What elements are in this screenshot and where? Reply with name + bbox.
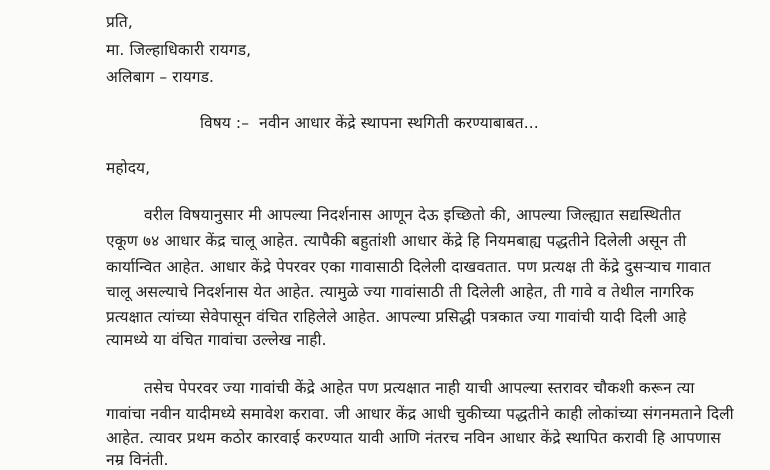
paragraph2-line: तसेच पेपरवर ज्या गावांची केंद्रे आहेत पण प्रत्यक्षात नाही याची आपल्या स्तरावर चौकशी करून त्या <box>144 379 695 397</box>
address-line: अलिबाग – रायगड. <box>106 68 215 86</box>
paragraph1-line: कार्यान्वित आहेत. आधार केंद्रे पेपरवर एका गावासाठी दिलेली दाखवतात. पण प्रत्यक्ष ती केंद्रे दुसऱ्याच गावात <box>106 258 711 276</box>
paragraph2-line: गावांचा नवीन यादीमध्ये समावेश करावा. जी आधार केंद्र आधी चुकीच्या पद्धतीने काही लोकांच्या संगनमताने दिली <box>106 405 734 423</box>
subject-label: विषय :– <box>200 114 250 132</box>
recipient-line: मा. जिल्हाधिकारी रायगड, <box>106 41 252 59</box>
paragraph1-line: एकूण ७४ आधार केंद्र चालू आहेत. त्यापैकी बहुतांशी आधार केंद्रे हि नियमबाह्य पद्धतीने दिलेली असून ती <box>106 232 687 250</box>
to-line: प्रति, <box>106 13 133 31</box>
paragraph2-line: आहेत. त्यावर प्रथम कठोर कारवाई करण्यात यावी आणि नंतरच नविन आधार केंद्रे स्थापित करावी हि आपणास <box>106 429 721 447</box>
paragraph2-line: नम्र विनंती. <box>106 451 169 469</box>
paragraph1-line: प्रत्यक्षात त्यांच्या सेवेपासून वंचित राहिलेले आहेत. आपल्या प्रसिद्धी पत्रकात ज्या गावांची यादी दिली आहे <box>106 308 687 326</box>
paragraph1-line: त्यामध्ये या वंचित गावांचा उल्लेख नाही. <box>106 331 327 349</box>
paragraph1-line: चालू असल्याचे निदर्शनास येत आहेत. त्यामुळे ज्या गावांसाठी ती दिलेली आहेत, ती गावे व तेथील नागरिक <box>106 283 694 301</box>
subject-text: नवीन आधार केंद्रे स्थापना स्थगिती करण्याबाबत... <box>259 114 539 132</box>
salutation: महोदय, <box>106 159 151 177</box>
subject-line <box>200 113 539 133</box>
paragraph1-line: वरील विषयानुसार मी आपल्या निदर्शनास आणून देऊ इच्छितो की, आपल्या जिल्ह्यात सद्यस्थितीत <box>144 206 681 224</box>
